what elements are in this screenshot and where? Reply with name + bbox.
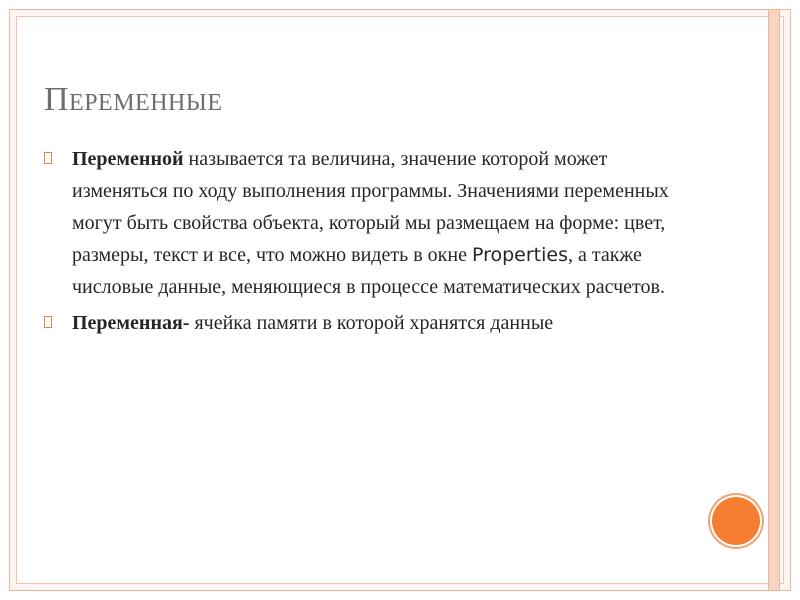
properties-term: Properties xyxy=(471,244,568,266)
term-variable-definition: Переменная- xyxy=(72,312,190,334)
bullet-text-1b: , а также числовые данные, меняющиеся в процессе математических расчетов. xyxy=(72,244,665,298)
bullet-square-icon xyxy=(44,316,52,328)
bullet-item-2 xyxy=(44,307,694,339)
bullet-list xyxy=(44,143,694,343)
bullet-text-1a: называется та величина, значение которой может изменяться по ходу выполнения программы. Значениями переменных могут быть свойства объекта, который мы размещаем на форме: цвет, размеры, текст и все, что можно видеть в окне xyxy=(72,148,669,266)
orange-circle-decoration xyxy=(712,497,760,545)
slide-title: Переменные xyxy=(44,81,223,118)
term-variable: Переменной xyxy=(72,148,184,170)
bullet-square-icon xyxy=(44,152,52,164)
right-decorative-band xyxy=(768,10,780,590)
bullet-text-2: ячейка памяти в которой хранятся данные xyxy=(189,312,554,334)
bullet-item-1 xyxy=(44,143,694,303)
